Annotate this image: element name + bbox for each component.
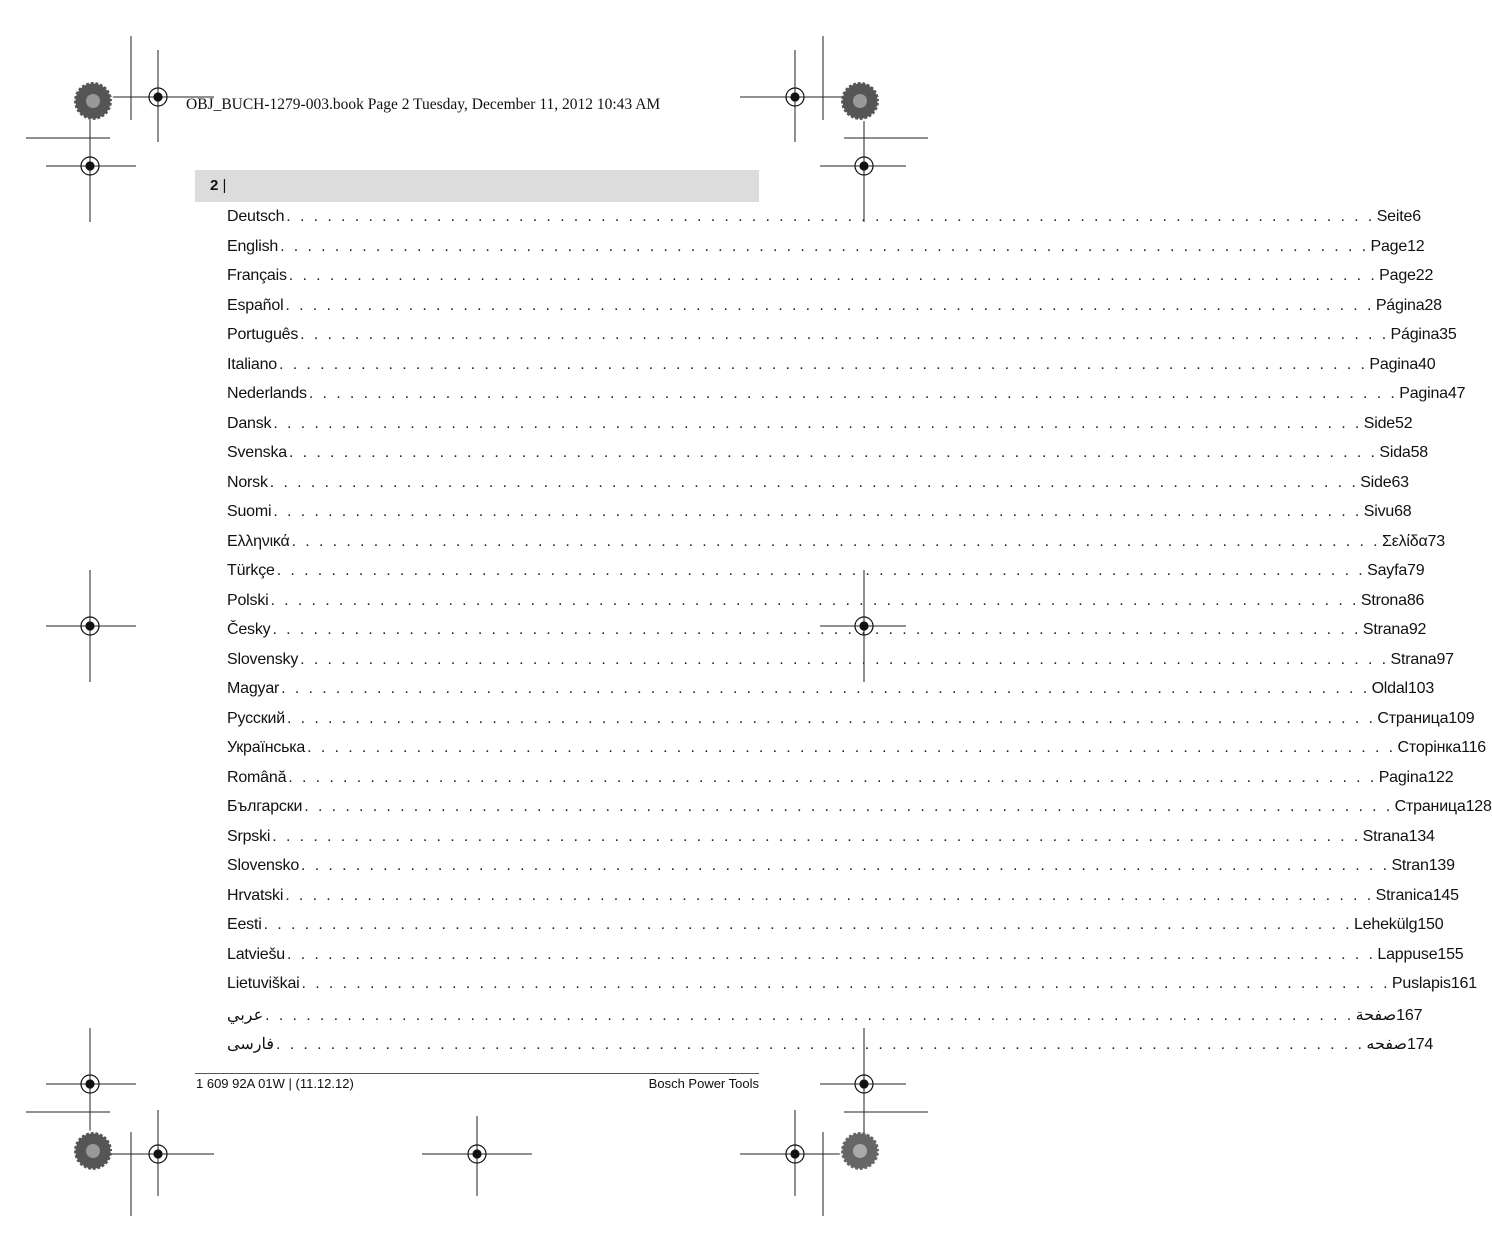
toc-leader-dots: . . . . . . . . . . . . . . . . . . . . . . . . . . . . . . . . . . . . . . . . . . . . . . . . . . . . . . . . . . . . . . . . . . . . . . . . . . . . . . . . xyxy=(291,532,1380,550)
toc-page-word: Oldal xyxy=(1371,680,1408,697)
toc-page-word: Strana xyxy=(1390,650,1437,668)
toc-leader-dots: . . . . . . . . . . . . . . . . . . . . . . . . . . . . . . . . . . . . . . . . . . . . . . . . . . . . . . . . . . . . . . . . . . . . . . . . . . . . . . . . xyxy=(287,945,1376,963)
toc-page-number: 150 xyxy=(1417,916,1444,933)
toc-leader-dots: . . . . . . . . . . . . . . . . . . . . . . . . . . . . . . . . . . . . . . . . . . . . . . . . . . . . . . . . . . . . . . . . . . . . . . . . . . . . . . . . xyxy=(307,739,1396,756)
toc-entry xyxy=(227,886,1459,917)
toc-page-number: 86 xyxy=(1406,591,1425,609)
toc-entry xyxy=(227,827,1435,858)
toc-page-word: Страница xyxy=(1394,798,1466,815)
toc-leader-dots: . . . . . . . . . . . . . . . . . . . . . . . . . . . . . . . . . . . . . . . . . . . . . . . . . . . . . . . . . . . . . . . . . . . . . . . . . . . . . . . . xyxy=(288,444,1378,461)
toc-leader-dots: . . . . . . . . . . . . . . . . . . . . . . . . . . . . . . . . . . . . . . . . . . . . . . . . . . . . . . . . . . . . . . . . . . . . . . . . . . . . . . . . xyxy=(270,591,1359,609)
toc-page-number: 167 xyxy=(1396,1006,1423,1024)
toc-entry xyxy=(227,739,1486,769)
toc-page-word: صفحه xyxy=(1366,1036,1407,1053)
footer-divider xyxy=(195,1073,759,1074)
toc-entry xyxy=(227,768,1454,799)
toc-page-number: 6 xyxy=(1412,208,1421,225)
toc-entry xyxy=(227,562,1425,592)
footer-document-number: 1 609 92A 01W | (11.12.12) xyxy=(196,1076,354,1091)
toc-language: Italiano xyxy=(227,355,277,373)
toc-entry xyxy=(227,473,1409,504)
toc-entry xyxy=(227,857,1455,887)
toc-leader-dots: . . . . . . . . . . . . . . . . . . . . . . . . . . . . . . . . . . . . . . . . . . . . . . . . . . . . . . . . . . . . . . . . . . . . . . . . . . . . . . . . xyxy=(276,1036,1365,1053)
toc-page-number: 122 xyxy=(1427,768,1454,786)
toc-leader-dots: . . . . . . . . . . . . . . . . . . . . . . . . . . . . . . . . . . . . . . . . . . . . . . . . . . . . . . . . . . . . . . . . . . . . . . . . . . . . . . . . xyxy=(288,768,1377,786)
footer-brand: Bosch Power Tools xyxy=(648,1076,759,1091)
toc-language: Eesti xyxy=(227,916,262,933)
toc-entry xyxy=(227,296,1442,327)
toc-language: Português xyxy=(227,326,299,343)
toc-leader-dots: . . . . . . . . . . . . . . . . . . . . . . . . . . . . . . . . . . . . . . . . . . . . . . . . . . . . . . . . . . . . . . . . . . . . . . . . . . . . . . . . xyxy=(288,267,1378,284)
toc-page-word: Side xyxy=(1363,414,1395,432)
toc-entry xyxy=(227,709,1475,740)
toc-entry xyxy=(227,916,1444,946)
toc-language: Українська xyxy=(227,739,306,756)
toc-page-word: Página xyxy=(1375,296,1425,314)
toc-page-number: 109 xyxy=(1448,709,1475,727)
toc-leader-dots: . . . . . . . . . . . . . . . . . . . . . . . . . . . . . . . . . . . . . . . . . . . . . . . . . . . . . . . . . . . . . . . . . . . . . . . . . . . . . . . . xyxy=(272,827,1361,845)
toc-page-number: 134 xyxy=(1408,827,1435,845)
toc-page-word: Strona xyxy=(1360,591,1407,609)
toc-language: Hrvatski xyxy=(227,886,284,904)
toc-language: فارسی xyxy=(227,1036,274,1053)
toc-page-word: Page xyxy=(1379,267,1416,284)
toc-page-number: 47 xyxy=(1447,385,1466,402)
toc-language: Español xyxy=(227,296,284,314)
toc-page-number: 63 xyxy=(1391,473,1409,491)
toc-language: Русский xyxy=(227,709,285,727)
toc-page-word: Pagina xyxy=(1378,768,1428,786)
toc-leader-dots: . . . . . . . . . . . . . . . . . . . . . . . . . . . . . . . . . . . . . . . . . . . . . . . . . . . . . . . . . . . . . . . . . . . . . . . . . . . . . . . . xyxy=(285,296,1374,314)
toc-page-number: 116 xyxy=(1461,739,1486,756)
toc-language: Srpski xyxy=(227,827,271,845)
toc-language: Latviešu xyxy=(227,945,285,963)
toc-page-number: 52 xyxy=(1395,414,1413,432)
toc-page-word: Lehekülg xyxy=(1353,916,1418,933)
toc-entry xyxy=(227,1005,1423,1035)
toc-language: Dansk xyxy=(227,414,272,432)
page-number: 2 | xyxy=(210,177,226,194)
toc-language: Türkçe xyxy=(227,562,275,579)
toc-entry xyxy=(227,945,1464,976)
toc-leader-dots: . . . . . . . . . . . . . . . . . . . . . . . . . . . . . . . . . . . . . . . . . . . . . . . . . . . . . . . . . . . . . . . . . . . . . . . . . . . . . . . . xyxy=(272,621,1361,638)
toc-language: Svenska xyxy=(227,444,287,461)
toc-page-number: 103 xyxy=(1407,680,1435,697)
toc-entry xyxy=(227,385,1466,415)
toc-page-word: Pagina xyxy=(1369,355,1419,373)
toc-entry xyxy=(227,237,1425,268)
toc-page-number: 97 xyxy=(1436,650,1454,668)
toc-leader-dots: . . . . . . . . . . . . . . . . . . . . . . . . . . . . . . . . . . . . . . . . . . . . . . . . . . . . . . . . . . . . . . . . . . . . . . . . . . . . . . . . xyxy=(308,385,1398,402)
toc-language: Suomi xyxy=(227,503,272,520)
toc-page-number: 28 xyxy=(1424,296,1442,314)
toc-page-word: Sida xyxy=(1379,444,1411,461)
toc-entry xyxy=(227,1034,1434,1064)
toc-page-word: Side xyxy=(1360,473,1392,491)
toc-language: Magyar xyxy=(227,680,280,697)
toc-page-word: Stranica xyxy=(1375,886,1433,904)
toc-language: Česky xyxy=(227,621,271,638)
toc-entry xyxy=(227,621,1427,651)
toc-leader-dots: . . . . . . . . . . . . . . . . . . . . . . . . . . . . . . . . . . . . . . . . . . . . . . . . . . . . . . . . . . . . . . . . . . . . . . . . . . . . . . . . xyxy=(279,355,1368,373)
toc-language: Slovensky xyxy=(227,650,299,668)
toc-leader-dots: . . . . . . . . . . . . . . . . . . . . . . . . . . . . . . . . . . . . . . . . . . . . . . . . . . . . . . . . . . . . . . . . . . . . . . . . . . . . . . . . xyxy=(281,680,1370,697)
toc-entry xyxy=(227,208,1421,238)
toc-page-word: Lappuse xyxy=(1377,945,1438,963)
toc-page-number: 161 xyxy=(1450,975,1477,992)
toc-language: Nederlands xyxy=(227,385,307,402)
toc-leader-dots: . . . . . . . . . . . . . . . . . . . . . . . . . . . . . . . . . . . . . . . . . . . . . . . . . . . . . . . . . . . . . . . . . . . . . . . . . . . . . . . . xyxy=(273,503,1362,520)
toc-language: عربي xyxy=(227,1006,264,1024)
toc-page-number: 73 xyxy=(1427,532,1445,550)
toc-language: Français xyxy=(227,267,287,284)
toc-page-word: Strana xyxy=(1362,827,1409,845)
toc-page-word: Sayfa xyxy=(1367,562,1408,579)
toc-page-word: Sivu xyxy=(1363,503,1395,520)
toc-language: Română xyxy=(227,768,287,786)
toc-leader-dots: . . . . . . . . . . . . . . . . . . . . . . . . . . . . . . . . . . . . . . . . . . . . . . . . . . . . . . . . . . . . . . . . . . . . . . . . . . . . . . . . xyxy=(269,473,1359,491)
toc-entry xyxy=(227,444,1429,474)
toc-leader-dots: . . . . . . . . . . . . . . . . . . . . . . . . . . . . . . . . . . . . . . . . . . . . . . . . . . . . . . . . . . . . . . . . . . . . . . . . . . . . . . . . xyxy=(285,886,1374,904)
toc-page-number: 58 xyxy=(1410,444,1429,461)
toc-entry xyxy=(227,267,1434,297)
toc-language: Norsk xyxy=(227,473,268,491)
toc-leader-dots: . . . . . . . . . . . . . . . . . . . . . . . . . . . . . . . . . . . . . . . . . . . . . . . . . . . . . . . . . . . . . . . . . . . . . . . . . . . . . . . . xyxy=(300,326,1389,343)
page-header-band xyxy=(195,170,759,202)
toc-leader-dots: . . . . . . . . . . . . . . . . . . . . . . . . . . . . . . . . . . . . . . . . . . . . . . . . . . . . . . . . . . . . . . . . . . . . . . . . . . . . . . . . xyxy=(265,1006,1354,1024)
toc-page-word: Stran xyxy=(1391,857,1429,874)
toc-page-number: 128 xyxy=(1465,798,1492,815)
toc-page-number: 92 xyxy=(1408,621,1427,638)
toc-language: Ελληνικά xyxy=(227,532,290,550)
toc-entry xyxy=(227,591,1425,622)
toc-language: Deutsch xyxy=(227,208,285,225)
toc-page-number: 68 xyxy=(1394,503,1412,520)
toc-language: Lietuviškai xyxy=(227,975,300,992)
toc-language: Български xyxy=(227,798,303,815)
toc-page-word: Σελίδα xyxy=(1382,532,1428,550)
toc-leader-dots: . . . . . . . . . . . . . . . . . . . . . . . . . . . . . . . . . . . . . . . . . . . . . . . . . . . . . . . . . . . . . . . . . . . . . . . . . . . . . . . . xyxy=(280,237,1369,255)
toc-page-word: Strana xyxy=(1362,621,1409,638)
toc-page-word: Page xyxy=(1370,237,1408,255)
toc-page-word: صفحة xyxy=(1355,1006,1397,1024)
toc-leader-dots: . . . . . . . . . . . . . . . . . . . . . . . . . . . . . . . . . . . . . . . . . . . . . . . . . . . . . . . . . . . . . . . . . . . . . . . . . . . . . . . . xyxy=(263,916,1352,933)
toc-leader-dots: . . . . . . . . . . . . . . . . . . . . . . . . . . . . . . . . . . . . . . . . . . . . . . . . . . . . . . . . . . . . . . . . . . . . . . . . . . . . . . . . xyxy=(286,208,1375,225)
print-slug-line: OBJ_BUCH-1279-003.book Page 2 Tuesday, December 11, 2012 10:43 AM xyxy=(186,96,661,113)
toc-page-number: 155 xyxy=(1437,945,1464,963)
toc-page-number: 40 xyxy=(1418,355,1436,373)
toc-leader-dots: . . . . . . . . . . . . . . . . . . . . . . . . . . . . . . . . . . . . . . . . . . . . . . . . . . . . . . . . . . . . . . . . . . . . . . . . . . . . . . . . xyxy=(304,798,1393,815)
toc-page-word: Страница xyxy=(1377,709,1449,727)
toc-leader-dots: . . . . . . . . . . . . . . . . . . . . . . . . . . . . . . . . . . . . . . . . . . . . . . . . . . . . . . . . . . . . . . . . . . . . . . . . . . . . . . . . xyxy=(276,562,1366,579)
toc-page-number: 139 xyxy=(1428,857,1455,874)
toc-leader-dots: . . . . . . . . . . . . . . . . . . . . . . . . . . . . . . . . . . . . . . . . . . . . . . . . . . . . . . . . . . . . . . . . . . . . . . . . . . . . . . . . xyxy=(301,975,1390,992)
toc-page-word: Seite xyxy=(1376,208,1413,225)
toc-language: Slovensko xyxy=(227,857,300,874)
toc-language: Polski xyxy=(227,591,269,609)
toc-page-number: 22 xyxy=(1415,267,1434,284)
toc-leader-dots: . . . . . . . . . . . . . . . . . . . . . . . . . . . . . . . . . . . . . . . . . . . . . . . . . . . . . . . . . . . . . . . . . . . . . . . . . . . . . . . . xyxy=(273,414,1362,432)
toc-entry xyxy=(227,503,1412,533)
toc-leader-dots: . . . . . . . . . . . . . . . . . . . . . . . . . . . . . . . . . . . . . . . . . . . . . . . . . . . . . . . . . . . . . . . . . . . . . . . . . . . . . . . . xyxy=(286,709,1376,727)
toc-page-word: Pagina xyxy=(1399,385,1448,402)
toc-page-word: Puslapis xyxy=(1391,975,1451,992)
toc-page-number: 145 xyxy=(1432,886,1459,904)
toc-leader-dots: . . . . . . . . . . . . . . . . . . . . . . . . . . . . . . . . . . . . . . . . . . . . . . . . . . . . . . . . . . . . . . . . . . . . . . . . . . . . . . . . xyxy=(301,857,1390,874)
toc-leader-dots: . . . . . . . . . . . . . . . . . . . . . . . . . . . . . . . . . . . . . . . . . . . . . . . . . . . . . . . . . . . . . . . . . . . . . . . . . . . . . . . . xyxy=(300,650,1389,668)
toc-entry xyxy=(227,532,1445,563)
toc-page-number: 174 xyxy=(1407,1036,1434,1053)
toc-page-word: Сторінка xyxy=(1397,739,1462,756)
toc-page-number: 79 xyxy=(1407,562,1425,579)
toc-entry xyxy=(227,680,1435,710)
toc-entry xyxy=(227,355,1436,386)
toc-entry xyxy=(227,326,1457,356)
toc-page-word: Página xyxy=(1390,326,1440,343)
toc-page-number: 12 xyxy=(1407,237,1425,255)
table-of-contents xyxy=(227,208,1492,1064)
toc-entry xyxy=(227,414,1413,445)
toc-language: English xyxy=(227,237,279,255)
toc-entry xyxy=(227,798,1492,828)
toc-page-number: 35 xyxy=(1439,326,1457,343)
toc-entry xyxy=(227,650,1454,681)
toc-entry xyxy=(227,975,1477,1005)
